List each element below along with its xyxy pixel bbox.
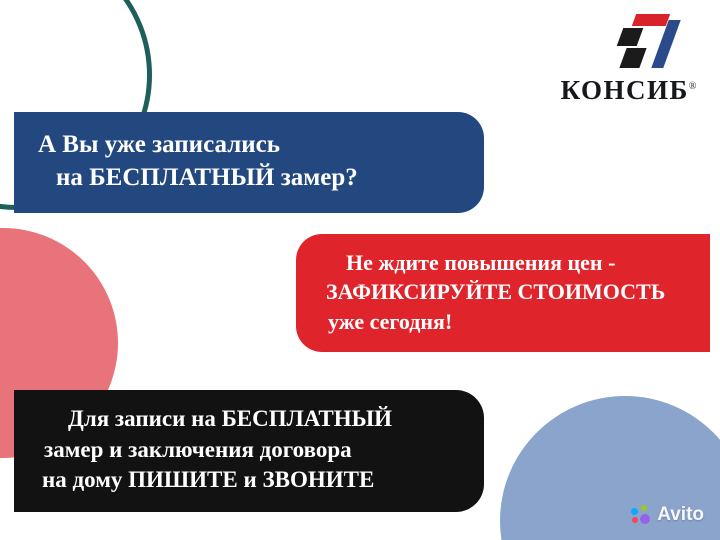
avito-watermark-label: Avito xyxy=(657,504,704,525)
brand-name xyxy=(518,75,698,106)
avito-watermark xyxy=(631,504,704,526)
banner-black-line2: замер и заключения договора xyxy=(44,436,352,462)
banner-black-line1: Для записи на БЕСПЛАТНЫЙ xyxy=(68,406,393,431)
brand-name-text: КОНСИБ xyxy=(560,75,689,105)
brand-logo xyxy=(518,14,698,106)
avito-dots-icon xyxy=(631,505,651,525)
banner-red xyxy=(296,234,710,352)
banner-black-line3: на дому ПИШИТЕ и ЗВОНИТЕ xyxy=(42,467,375,493)
banner-red-line3: уже сегодня! xyxy=(328,308,453,334)
registered-mark: ® xyxy=(688,81,698,92)
banner-red-line1: Не ждите повышения цен - xyxy=(346,250,616,275)
logo-blue-bar xyxy=(651,20,680,68)
konsib-logo-icon xyxy=(620,14,684,68)
logo-red-stripe xyxy=(632,14,670,26)
banner-black xyxy=(14,390,484,512)
banner-blue xyxy=(14,112,484,213)
banner-red-line2: ЗАФИКСИРУЙТЕ СТОИМОСТЬ xyxy=(326,279,666,305)
logo-dark-stripe-bottom xyxy=(619,48,646,68)
logo-dark-stripe-top xyxy=(617,28,644,46)
banner-blue-line2: на БЕСПЛАТНЫЙ замер? xyxy=(56,164,358,192)
banner-blue-line1: А Вы уже записались xyxy=(38,131,280,158)
